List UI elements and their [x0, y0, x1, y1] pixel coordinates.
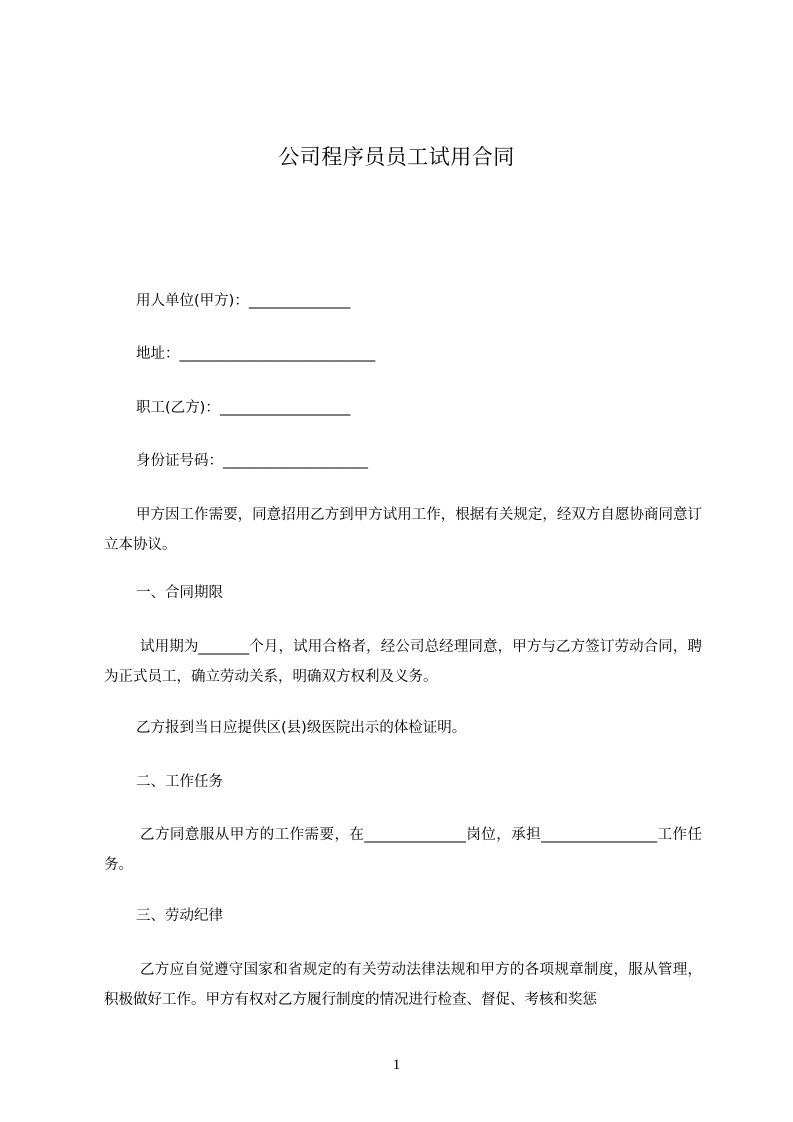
section-heading-discipline: 三、劳动纪律: [136, 908, 223, 924]
id-number-field: 身份证号码：____________________: [136, 453, 368, 469]
section-heading-term: 一、合同期限: [136, 585, 223, 601]
page-number: 1: [392, 1057, 401, 1073]
address-field: 地址：___________________________: [136, 346, 376, 362]
section-heading-tasks: 二、工作任务: [136, 774, 223, 790]
intro-paragraph: 甲方因工作需要，同意招用乙方到甲方试用工作，根据有关规定，经双方自愿协商同意订立本协议。: [104, 507, 702, 553]
tasks-paragraph: 乙方同意服从甲方的工作需要，在______________岗位，承担________________工作任务。: [104, 827, 702, 873]
discipline-paragraph: 乙方应自觉遵守国家和省规定的有关劳动法律法规和甲方的各项规章制度，服从管理，积极做好工作。甲方有权对乙方履行制度的情况进行检查、督促、考核和奖惩: [104, 962, 702, 1008]
page-title: 公司程序员员工试用合同: [278, 145, 515, 169]
medical-certificate-paragraph: 乙方报到当日应提供区(县)级医院出示的体检证明。: [136, 720, 467, 736]
employee-field: 职工(乙方)：__________________: [136, 400, 351, 416]
employer-field: 用人单位(甲方)：______________: [136, 293, 351, 309]
term-paragraph: 试用期为_______个月，试用合格者，经公司总经理同意，甲方与乙方签订劳动合同，聘为正式员工，确立劳动关系，明确双方权利及义务。: [104, 639, 702, 685]
